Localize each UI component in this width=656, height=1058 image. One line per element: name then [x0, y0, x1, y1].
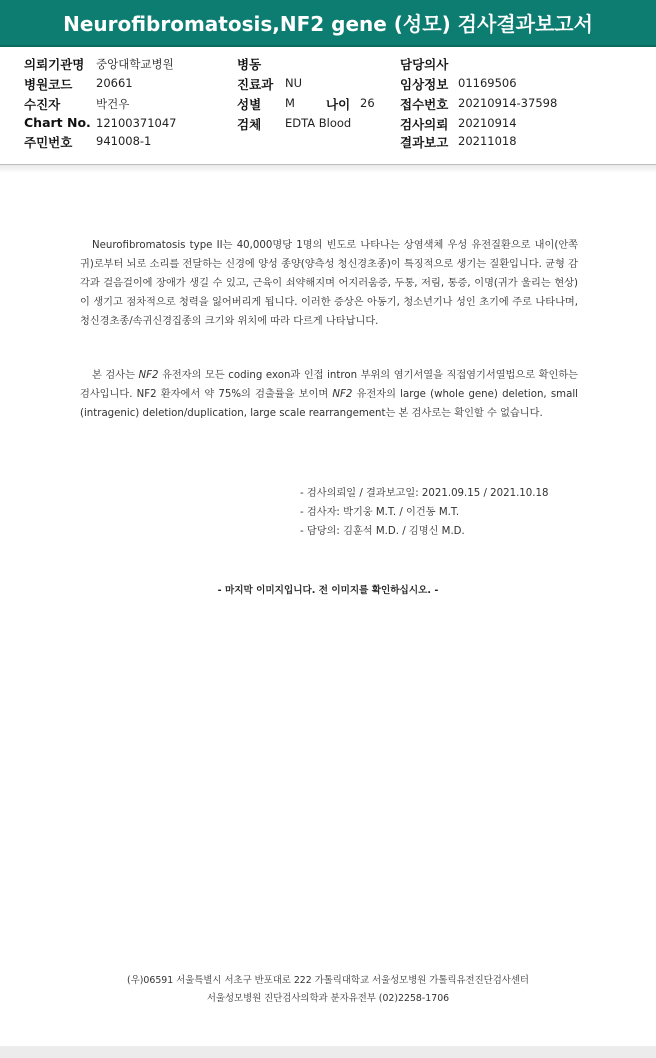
report-title-bar [0, 0, 656, 47]
method-text-a: 본 검사는 [92, 370, 139, 381]
sex-value: M [285, 96, 295, 110]
report-date-label: 결과보고 [400, 135, 449, 150]
method-text-c: 유전자의 large (whole gene) deletion, small (intragenic) deletion/duplication, large scale rearrangement는 본 검사로는 확인할 수 없습니다. [80, 389, 578, 419]
test-dates: - 검사의뢰일 / 결과보고일: 2021.09.15 / 2021.10.18 [300, 488, 549, 499]
test-method-paragraph [80, 366, 578, 423]
hospital-code-label: 병원코드 [24, 77, 73, 92]
request-date-value: 20210914 [458, 116, 517, 130]
test-meta-list [300, 484, 620, 541]
receipt-no-label: 접수번호 [400, 97, 449, 112]
specimen-value: EDTA Blood [285, 116, 352, 130]
resident-no-label: 주민번호 [24, 135, 73, 150]
resident-no-value: 941008-1 [96, 134, 152, 148]
age-value: 26 [360, 96, 375, 110]
footer-contact: 서울성모병원 진단검사의학과 분자유전부 (02)2258-1706 [206, 993, 450, 1004]
hospital-code-value: 20661 [96, 76, 133, 90]
sex-label: 성별 [237, 97, 262, 112]
department-value: NU [285, 76, 303, 90]
footer-address: (우)06591 서울특별시 서초구 반포대로 222 가톨릭대학교 서울성모병원 가톨릭유전진단검사센터 [127, 975, 529, 986]
recipient-value: 박건우 [96, 97, 130, 111]
request-date-label: 검사의뢰 [400, 117, 449, 132]
doctor-label: 담당의사 [400, 57, 449, 72]
chart-no-value: 12100371047 [96, 116, 177, 130]
department-label: 진료과 [237, 77, 274, 92]
report-title: Neurofibromatosis,NF2 gene (성모) 검사결과보고서 [63, 12, 593, 36]
ward-label: 병동 [237, 57, 262, 72]
institution-value: 중앙대학교병원 [96, 57, 174, 71]
gene-name-2: NF2 [332, 389, 353, 400]
bottom-bar [0, 1046, 656, 1058]
report-date-value: 20211018 [458, 134, 517, 148]
receipt-no-value: 20210914-37598 [458, 96, 558, 110]
last-image-note: - 마지막 이미지입니다. 전 이미지를 확인하십시오. - [217, 585, 439, 596]
test-examiner: - 검사자: 박기웅 M.T. / 이건동 M.T. [300, 507, 460, 518]
patient-info-panel [0, 47, 656, 165]
specimen-label: 검체 [237, 117, 262, 132]
chart-no-label: Chart No. [24, 115, 91, 130]
clinical-info-label: 임상정보 [400, 77, 449, 92]
gene-name-1: NF2 [138, 370, 159, 381]
institution-label: 의뢰기관명 [24, 57, 85, 72]
clinical-info-value: 01169506 [458, 76, 517, 90]
test-physician: - 담당의: 김훈석 M.D. / 김명신 M.D. [300, 526, 465, 537]
method-text-b: 유전자의 모든 coding exon과 인접 intron 부위의 염기서열을 직접염기서열법으로 확인하는 검사입니다. NF2 환자에서 약 75%의 검출률을 보이며 [80, 370, 578, 400]
recipient-label: 수진자 [24, 97, 61, 112]
section-divider [0, 165, 656, 173]
footer [0, 972, 656, 1008]
age-label: 나이 [326, 97, 351, 112]
description-paragraph: Neurofibromatosis type II는 40,000명당 1명의 빈도로 나타나는 상염색체 우성 유전질환으로 내이(안쪽 귀)로부터 뇌로 소리를 전달하는 신경에 양성 종양(양측성 청신경초종)이 특징적으로 생기는 질환입니다. 균형 감각과 걸음걸이에 장애가 생길 수 있고, 근육이 쇠약해지며 어지러움증, 두통, 저림, 통증, 이명(귀가 울리는 현상)이 생기고 점차적으로 청력을 잃어버리게 됩니다. 이러한 증상은 아동기, 청소년기나 성인 초기에 주로 나타나며, 청신경초종/속귀신경집종의 크기와 위치에 따라 다르게 나타납니다. [80, 240, 578, 327]
